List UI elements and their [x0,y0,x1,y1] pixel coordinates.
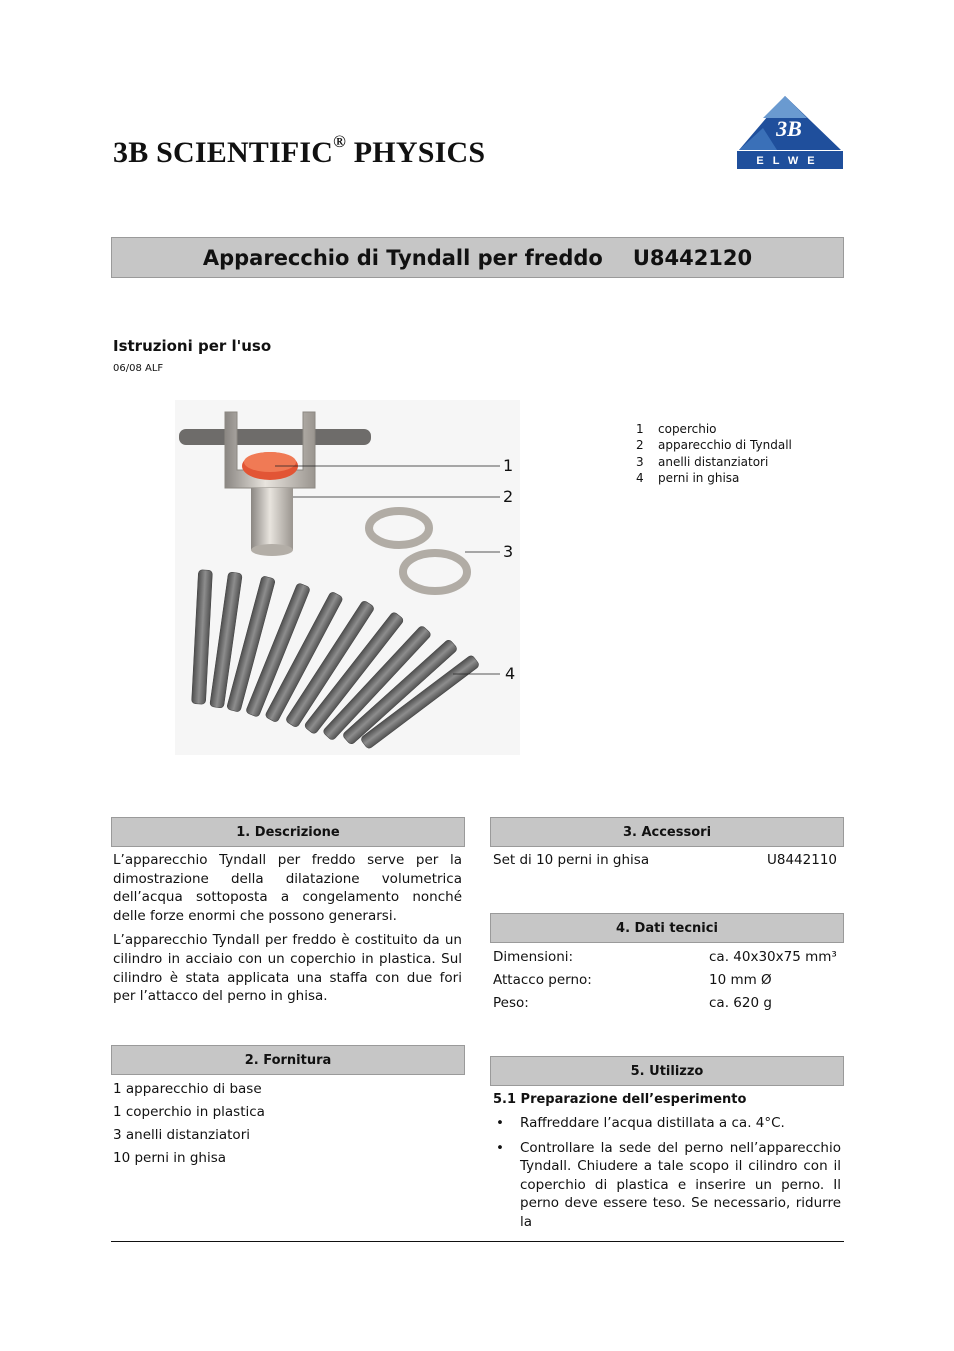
legend-item: 1 coperchio [636,422,717,436]
bullet-item: • Controllare la sede del perno nell’apparecchio Tyndall. Chiudere a tale scopo il cilindro con il coperchio di plastica e inserire un perno. Il perno deve essere teso. Se necessario, ridurre la [493,1139,841,1232]
revision-date: 06/08 ALF [113,363,164,374]
figure-legend [636,421,792,486]
accessory-code: U8442110 [767,852,838,868]
paragraph: L’apparecchio Tyndall per freddo serve per la dimostrazione della dilatazione volumetrica dell’acqua sottoposta a congelamento nonché delle forze enormi che possono generarsi. [113,852,462,924]
callout-2: 2 [503,487,514,506]
spec-value: 10 mm Ø [709,972,772,988]
list-item: 1 apparecchio di base [113,1081,262,1097]
product-photo [175,400,520,755]
brand-title [113,132,486,170]
callout-4: 4 [505,664,516,683]
registered-mark: ® [333,132,347,151]
list-item: 1 coperchio in plastica [113,1104,265,1120]
spec-value: ca. 620 g [709,995,772,1011]
legend-item: 2 apparecchio di Tyndall [636,438,792,453]
section-heading-descrizione: 1. Descrizione [111,817,465,847]
product-code: U8442120 [632,245,753,270]
section-heading-fornitura: 2. Fornitura [111,1045,465,1075]
brand-name: 3B SCIENTIFIC [113,136,334,169]
list-item: 10 perni in ghisa [113,1150,227,1166]
spec-value: ca. 40x30x75 mm³ [709,949,837,965]
callout-1: 1 [503,456,514,475]
accessory-name: Set di 10 perni in ghisa [493,852,650,868]
document-title: Apparecchio di Tyndall per freddo [202,245,603,270]
section-heading-dati-tecnici: 4. Dati tecnici [490,913,844,943]
document-title-bar [111,237,844,278]
logo-text: ELWE [756,155,824,167]
bullet-list [493,1114,841,1238]
descrizione-text [113,851,462,1012]
spec-label: Attacco perno: [493,972,592,988]
spec-label: Peso: [493,995,529,1011]
legend-item: 4 perni in ghisa [636,470,740,485]
paragraph: L’apparecchio Tyndall per freddo è costituito da un cilindro in acciaio con un coperchio in plastica. Sul cilindro è stata applicata una staffa con due fori per l’attacco del perno in ghisa. [113,932,462,1005]
elwe-logo [737,94,843,170]
legend-item: 3 anelli distanziatori [636,454,769,469]
bullet-item: • Raffreddare l’acqua distillata a ca. 4°C. [493,1114,841,1133]
brand-suffix: PHYSICS [346,136,486,169]
section-heading-utilizzo: 5. Utilizzo [490,1056,844,1086]
section-heading-accessori: 3. Accessori [490,817,844,847]
list-item: 3 anelli distanziatori [113,1127,250,1143]
logo-mark: 3B [776,116,802,141]
footer-rule [111,1241,844,1242]
spec-label: Dimensioni: [493,949,574,965]
subsection-heading: 5.1 Preparazione dell’esperimento [493,1092,747,1107]
subtitle: Istruzioni per l'uso [113,337,272,355]
callout-3: 3 [503,542,514,561]
